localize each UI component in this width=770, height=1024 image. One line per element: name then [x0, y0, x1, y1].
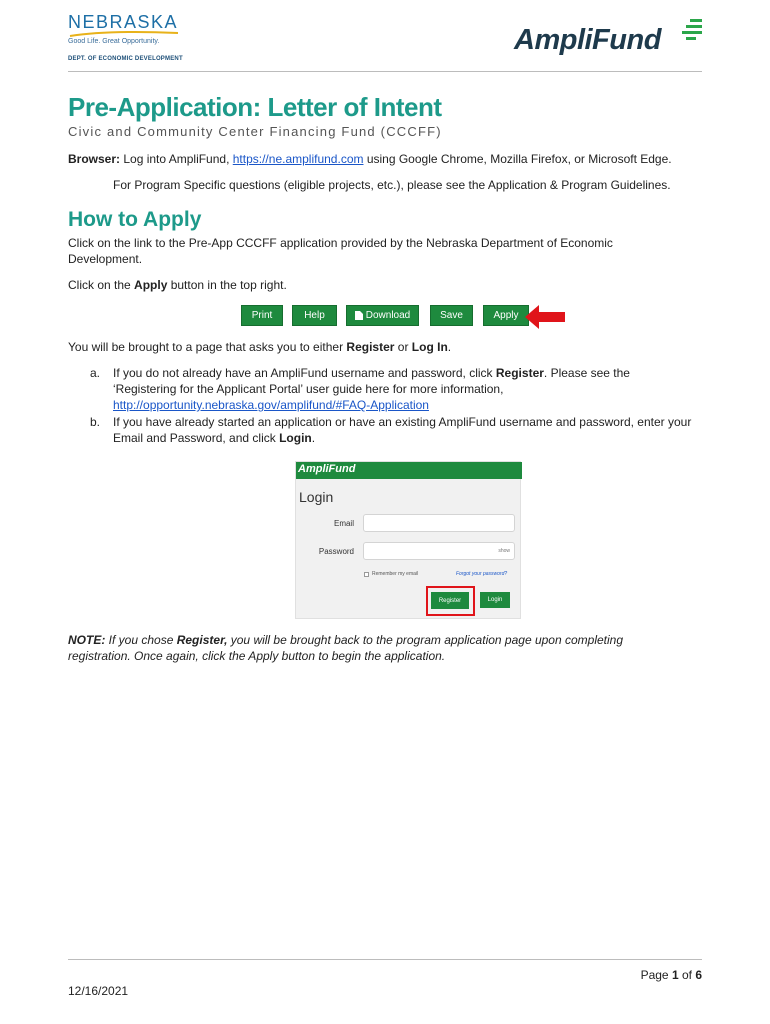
browser-text-after: using Google Chrome, Mozilla Firefox, or Microsoft Edge. [363, 152, 672, 166]
forgot-password-link[interactable]: Forgot your password? [456, 571, 508, 577]
nebraska-logo-swoosh-icon [68, 30, 180, 38]
login-brand: AmpliFund [298, 463, 356, 475]
login-intro [68, 339, 688, 355]
login-screenshot [295, 461, 521, 619]
login-header-bar [296, 462, 522, 479]
note-paragraph [68, 632, 668, 664]
print-button[interactable]: Print [241, 305, 283, 326]
list-a-text-after: . Please see the ‘Registering for the Applicant Portal’ user guide here for more information, [113, 366, 630, 396]
list-a-register-bold: Register [495, 366, 544, 380]
show-password-toggle[interactable]: show [498, 548, 510, 554]
remember-label: Remember my email [372, 571, 419, 577]
file-icon [355, 311, 363, 320]
browser-text: Log into AmpliFund, [120, 152, 233, 166]
program-questions-note: For Program Specific questions (eligible projects, etc.), please see the Application & Program Guidelines. [113, 178, 671, 192]
list-marker-b: b. [90, 415, 101, 429]
page-label: Page [640, 968, 672, 982]
login-intro-text: You will be brought to a page that asks you to either [68, 340, 347, 354]
register-button[interactable]: Register [431, 592, 469, 609]
login-intro-period: . [447, 340, 452, 354]
download-button[interactable] [346, 305, 419, 326]
apply-button[interactable]: Apply [483, 305, 529, 326]
browser-label: Browser: [68, 152, 121, 166]
footer-divider [68, 959, 702, 960]
faq-application-link[interactable]: http://opportunity.nebraska.gov/amplifund/#FAQ-Application [113, 398, 429, 412]
nebraska-tagline: Good Life. Great Opportunity. [68, 38, 160, 45]
list-item-b [113, 414, 703, 446]
header-divider [68, 71, 702, 72]
step-click-apply [68, 277, 668, 293]
list-b-text: If you have already started an application or have an existing AmpliFund username and password, enter your Email and Password, and click [113, 415, 692, 445]
password-label: Password [318, 547, 354, 556]
note-register-bold: Register, [176, 633, 228, 647]
register-bold: Register [346, 340, 395, 354]
footer-date: 12/16/2021 [68, 984, 129, 998]
login-intro-or: or [394, 340, 412, 354]
red-arrow-icon [525, 304, 565, 330]
page-current: 1 [671, 968, 679, 982]
save-button[interactable]: Save [430, 305, 473, 326]
download-label: Download [365, 310, 411, 321]
step2-text-after: button in the top right. [167, 278, 287, 292]
list-b-text-after: . [311, 431, 316, 445]
page-title: Pre-Application: Letter of Intent [68, 92, 442, 122]
login-bold: Log In [411, 340, 448, 354]
list-a-text: If you do not already have an AmpliFund username and password, click [113, 366, 496, 380]
page-total: 6 [695, 968, 702, 982]
list-marker-a: a. [90, 366, 101, 380]
list-item-a [113, 365, 693, 413]
page-of: of [678, 968, 696, 982]
department-name: DEPT. OF ECONOMIC DEVELOPMENT [68, 56, 183, 62]
password-field[interactable] [363, 542, 515, 560]
browser-instructions [68, 151, 708, 167]
note-label: NOTE: [68, 633, 106, 647]
email-field[interactable] [363, 514, 515, 532]
how-to-apply-heading: How to Apply [68, 208, 202, 231]
login-button[interactable]: Login [480, 592, 510, 608]
step-click-link: Click on the link to the Pre-App CCCFF application provided by the Nebraska Department of Economic Development. [68, 236, 613, 266]
note-text: If you chose [105, 633, 177, 647]
nebraska-logo-text: NEBRASKA [68, 12, 179, 32]
email-label: Email [333, 519, 354, 528]
amplifund-link[interactable]: https://ne.amplifund.com [232, 152, 364, 166]
help-button[interactable]: Help [292, 305, 337, 326]
amplifund-logo-icon [680, 17, 704, 41]
page-subtitle: Civic and Community Center Financing Fund (CCCFF) [68, 124, 442, 139]
list-b-login-bold: Login [279, 431, 312, 445]
step2-text: Click on the [68, 278, 135, 292]
step2-apply-bold: Apply [134, 278, 168, 292]
note-text-after: you will be brought back to the program application page upon completing registration. Once again, click the Apply button to begin the application. [68, 633, 624, 663]
amplifund-logo-text: AmpliFund [514, 24, 661, 56]
page-number [560, 968, 702, 982]
remember-checkbox[interactable] [364, 572, 369, 577]
login-title: Login [299, 489, 334, 505]
